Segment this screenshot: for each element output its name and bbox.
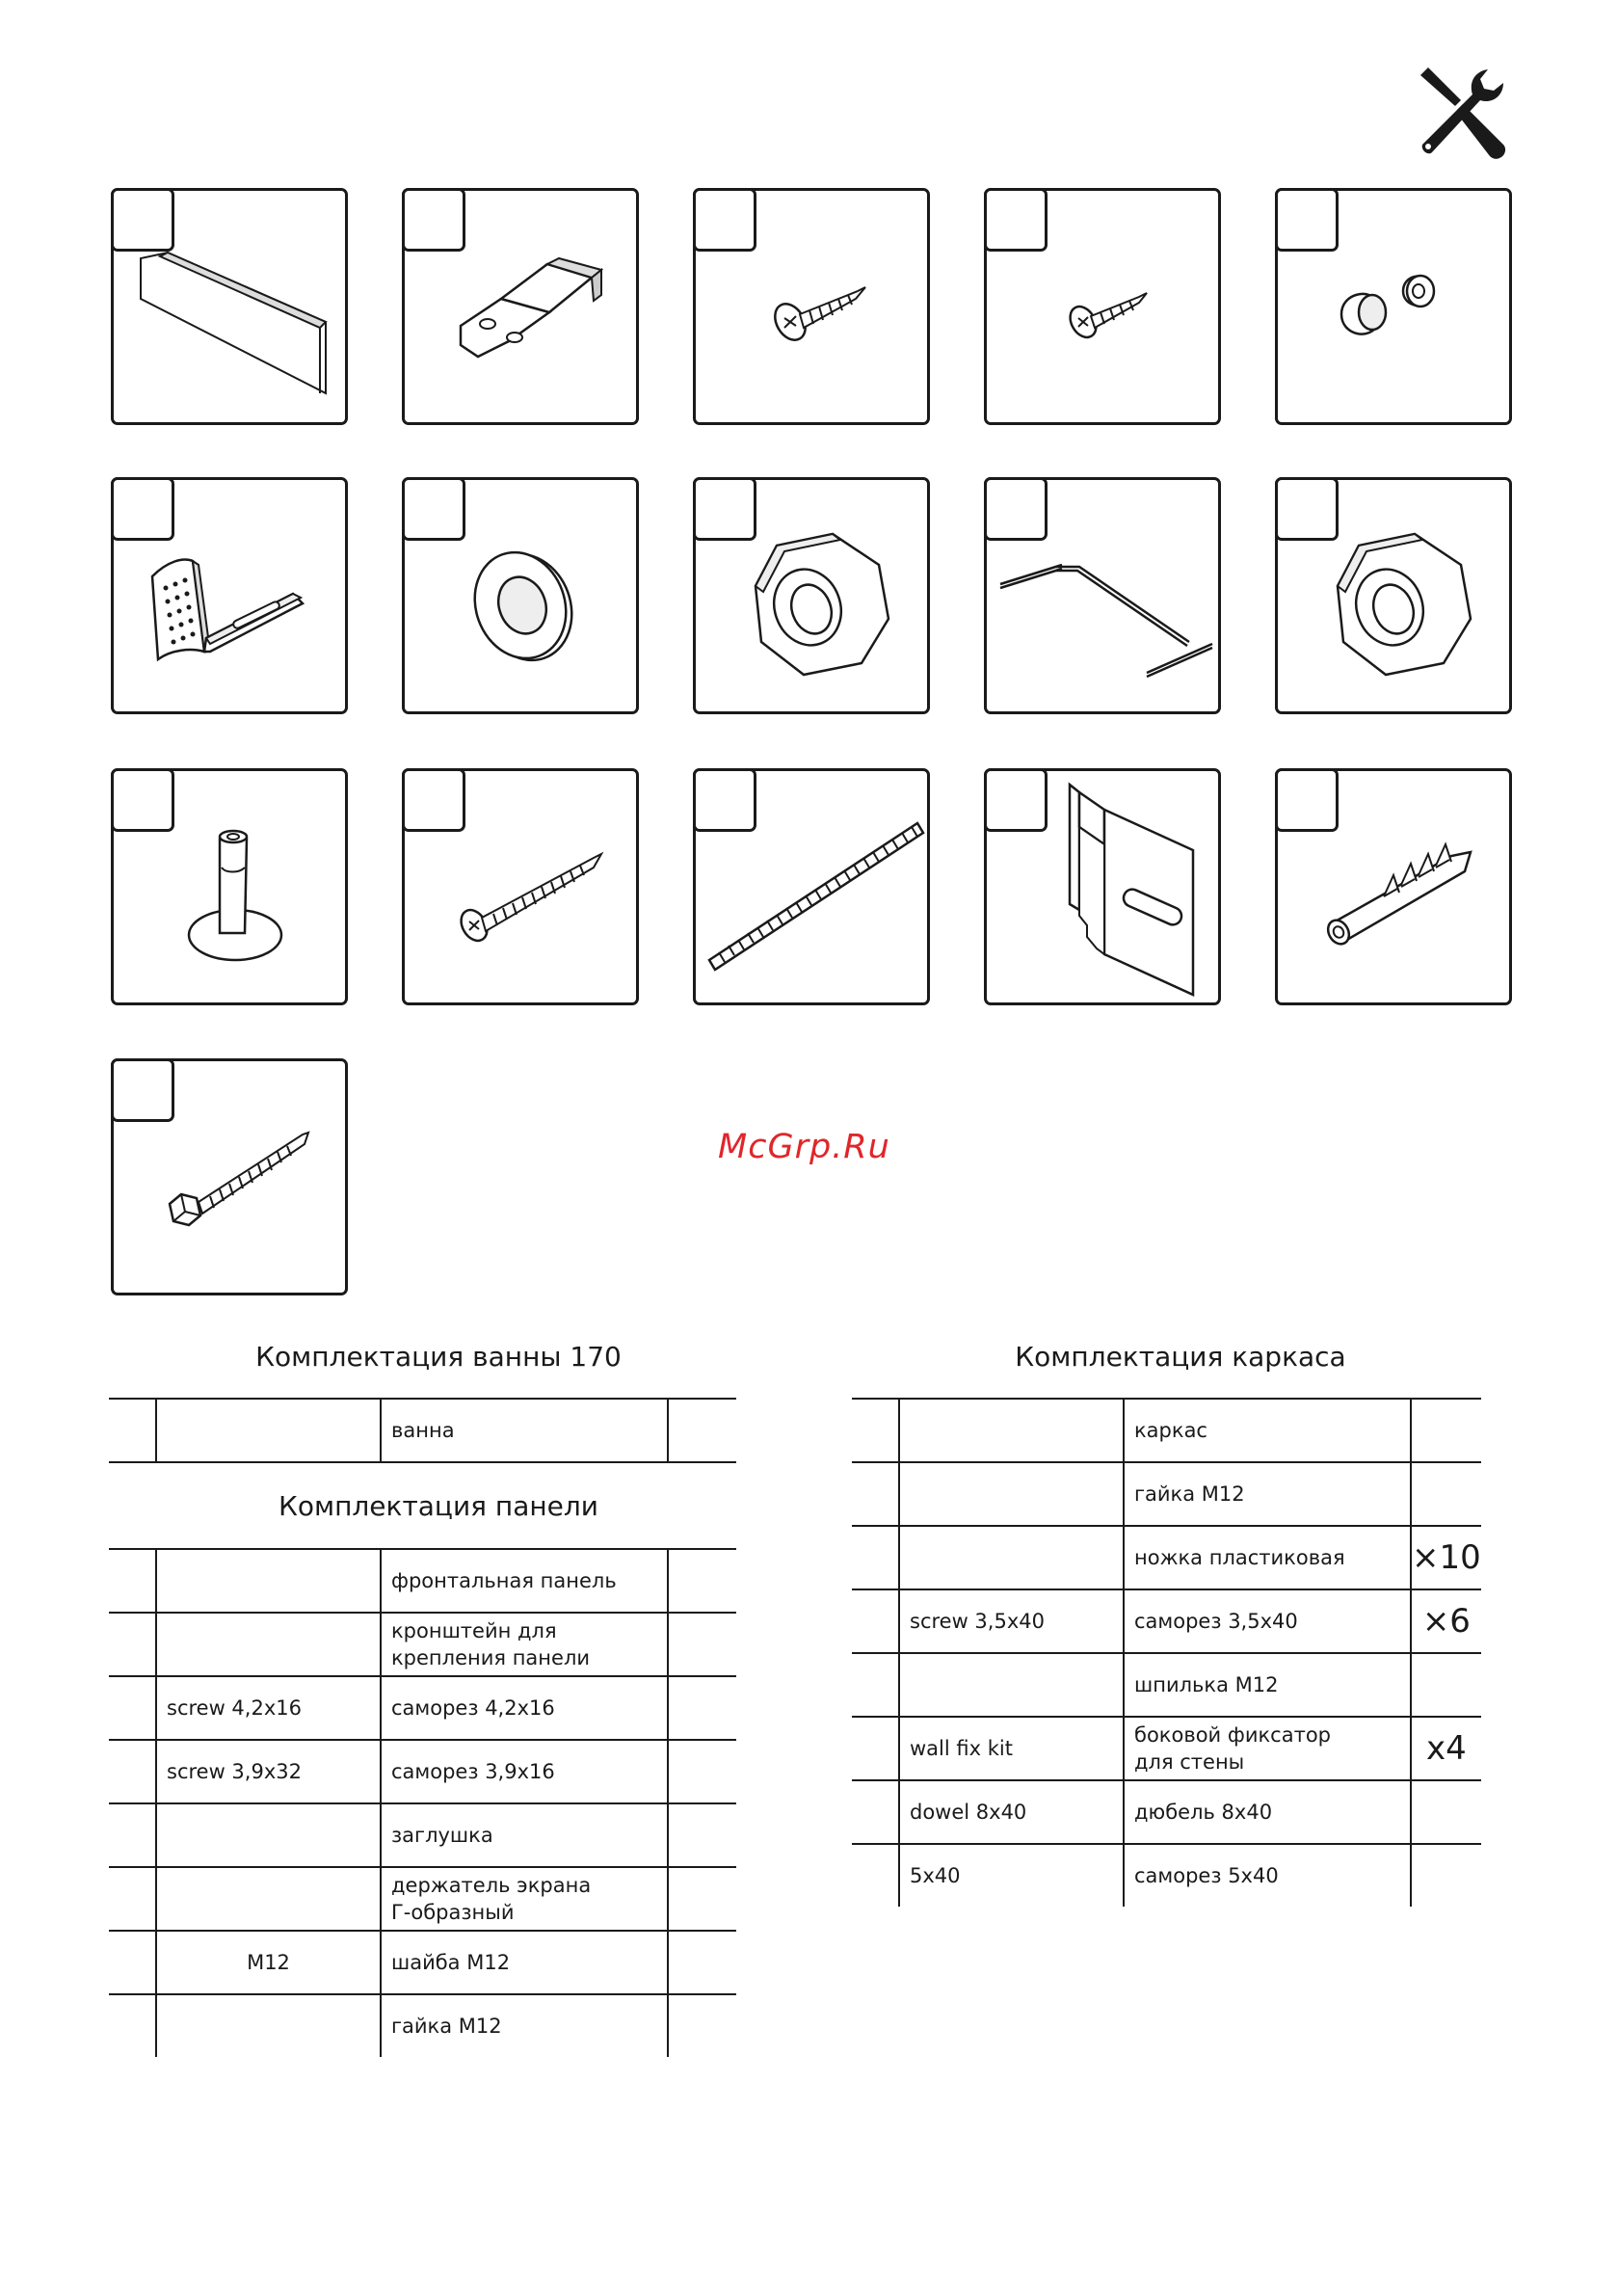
part-number-box: [402, 188, 465, 252]
part-card-1: [111, 188, 348, 425]
table-row: ножка пластиковая ×10: [852, 1526, 1481, 1589]
part-card-11: [111, 768, 348, 1005]
part-card-3: [693, 188, 930, 425]
part-number-box: [111, 477, 174, 541]
part-card-9: [984, 477, 1221, 714]
table-row: гайка М12: [852, 1462, 1481, 1526]
part-number-box: [1275, 768, 1339, 832]
bath-kit-table: [109, 1398, 736, 1463]
part-card-7: [402, 477, 639, 714]
part-number-box: [1275, 477, 1339, 541]
table-row: M12 шайба М12: [109, 1931, 736, 1994]
part-card-13: [693, 768, 930, 1005]
table-row: шпилька М12: [852, 1653, 1481, 1717]
part-card-8: [693, 477, 930, 714]
part-number-box: [693, 477, 756, 541]
frame-kit-table: [852, 1398, 1481, 1907]
table-row: каркас: [852, 1399, 1481, 1462]
part-card-2: [402, 188, 639, 425]
panel-kit-table: [109, 1548, 736, 2057]
part-number-box: [402, 768, 465, 832]
part-number-box: [402, 477, 465, 541]
frame-kit-title: Комплектация каркаса: [1015, 1341, 1346, 1373]
part-card-10: [1275, 477, 1512, 714]
part-number-box: [693, 188, 756, 252]
part-number-box: [693, 768, 756, 832]
part-number-box: [111, 188, 174, 252]
part-number-box: [984, 188, 1048, 252]
tools-icon: [1415, 64, 1515, 164]
table-row: гайка М12: [109, 1994, 736, 2057]
table-row: фронтальная панель: [109, 1549, 736, 1613]
part-card-14: [984, 768, 1221, 1005]
table-row: screw 4,2x16 саморез 4,2х16: [109, 1676, 736, 1740]
table-row: dowel 8x40 дюбель 8х40: [852, 1780, 1481, 1844]
panel-kit-title: Комплектация панели: [278, 1490, 599, 1522]
part-number-box: [111, 768, 174, 832]
table-row: держатель экрана Г-образный: [109, 1867, 736, 1931]
bath-kit-title: Комплектация ванны 170: [255, 1341, 622, 1373]
part-card-5: [1275, 188, 1512, 425]
part-number-box: [984, 477, 1048, 541]
part-card-4: [984, 188, 1221, 425]
table-row: 5x40 саморез 5х40: [852, 1844, 1481, 1907]
table-row: screw 3,9x32 саморез 3,9х16: [109, 1740, 736, 1803]
part-card-15: [1275, 768, 1512, 1005]
table-row: wall fix kit боковой фиксатор для стены x4: [852, 1717, 1481, 1780]
part-card-6: [111, 477, 348, 714]
part-number-box: [984, 768, 1048, 832]
part-number-box: [111, 1058, 174, 1122]
watermark: McGrp.Ru: [718, 1128, 890, 1166]
table-row: заглушка: [109, 1803, 736, 1867]
table-row: screw 3,5x40 саморез 3,5х40 ×6: [852, 1589, 1481, 1653]
table-row: кронштейн для крепления панели: [109, 1613, 736, 1676]
part-card-16: [111, 1058, 348, 1295]
table-row: ванна: [109, 1399, 736, 1462]
part-number-box: [1275, 188, 1339, 252]
part-card-12: [402, 768, 639, 1005]
